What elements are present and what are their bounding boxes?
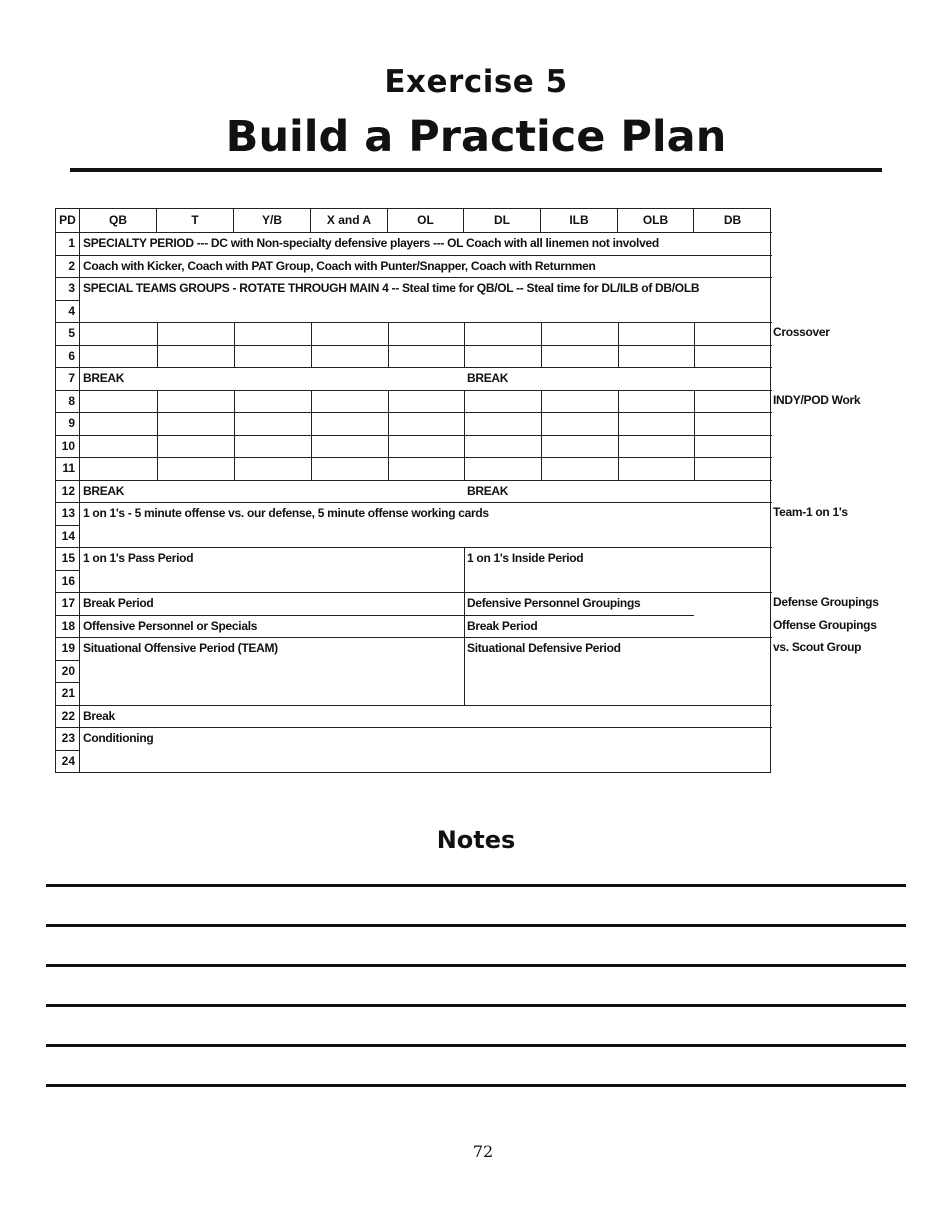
- row-number: 13: [56, 502, 80, 525]
- pd-rule: [56, 390, 80, 391]
- row-rule: [80, 435, 772, 436]
- row-number: 9: [56, 412, 80, 435]
- row-number: 14: [56, 525, 80, 548]
- offensive-personnel-text: Offensive Personnel or Specials: [83, 618, 258, 633]
- col-rule: [157, 322, 158, 367]
- row-rule: [80, 592, 772, 593]
- row-number: 5: [56, 322, 80, 345]
- break-defense: BREAK: [467, 371, 509, 385]
- title-rule: [70, 168, 882, 172]
- row-number: 11: [56, 457, 80, 480]
- col-rule: [464, 322, 465, 367]
- row-rule: [80, 345, 772, 346]
- team-label: Team-1 on 1's: [773, 505, 848, 519]
- pd-rule: [56, 592, 80, 593]
- defense-groupings-label: Defense Groupings: [773, 595, 879, 609]
- special-teams-text: SPECIAL TEAMS GROUPS - ROTATE THROUGH MAIN 4 -- Steal time for QB/OL -- Steal time for DL/ILB of DB/OLB: [83, 281, 700, 295]
- column-header: Y/B: [234, 209, 311, 232]
- row-number: 15: [56, 547, 80, 570]
- pd-rule: [56, 547, 80, 548]
- column-header: OLB: [618, 209, 694, 232]
- one-on-one-text: 1 on 1's - 5 minute offense vs. our defense, 5 minute offense working cards: [83, 506, 489, 520]
- indy-pod-label: INDY/POD Work: [773, 392, 861, 407]
- page-title: Build a Practice Plan: [225, 112, 727, 162]
- inside-period-text: 1 on 1's Inside Period: [467, 551, 584, 565]
- pd-rule: [56, 502, 80, 503]
- row-number: 7: [56, 367, 80, 390]
- split-rule: [464, 547, 465, 592]
- col-rule: [464, 390, 465, 480]
- column-header: X and A: [311, 209, 388, 232]
- row-number: 23: [56, 727, 80, 750]
- row-number: 22: [56, 705, 80, 728]
- exercise-label: Exercise 5: [384, 64, 568, 100]
- scout-group-label: vs. Scout Group: [773, 640, 862, 654]
- column-header: DB: [723, 213, 742, 227]
- note-line[interactable]: [46, 964, 906, 967]
- row-number: 16: [56, 570, 80, 593]
- conditioning-text: Conditioning: [83, 731, 154, 745]
- pd-rule: [56, 682, 80, 683]
- col-rule: [157, 390, 158, 480]
- row-rule: [80, 480, 772, 481]
- split-rule: [464, 592, 465, 705]
- pd-rule: [56, 705, 80, 706]
- note-line[interactable]: [46, 1084, 906, 1087]
- pd-rule: [56, 727, 80, 728]
- pd-rule: [56, 345, 80, 346]
- col-rule: [311, 390, 312, 480]
- pd-header: PD: [56, 209, 80, 232]
- pd-rule: [56, 412, 80, 413]
- col-rule: [311, 322, 312, 367]
- col-rule: [541, 390, 542, 480]
- row-rule: [80, 322, 772, 323]
- pd-rule: [56, 457, 80, 458]
- situational-defense-text: Situational Defensive Period: [467, 641, 621, 655]
- note-line[interactable]: [46, 924, 906, 927]
- crossover-label: Crossover: [773, 325, 830, 339]
- notes-title: Notes: [436, 826, 516, 854]
- break-text: Break: [83, 708, 115, 723]
- row-number: 3: [56, 277, 80, 300]
- row-number: 12: [56, 480, 80, 503]
- col-rule: [618, 322, 619, 367]
- note-line[interactable]: [46, 1004, 906, 1007]
- col-rule: [694, 390, 695, 480]
- col-rule: [694, 322, 695, 367]
- row-number: 8: [56, 390, 80, 413]
- row-number: 10: [56, 435, 80, 458]
- pd-rule: [56, 525, 80, 526]
- row-rule: [80, 457, 772, 458]
- row-rule: [80, 727, 772, 728]
- specialty-period-text: SPECIALTY PERIOD --- DC with Non-specialty defensive players --- OL Coach with all linemen not involved: [83, 236, 659, 250]
- pd-rule: [56, 300, 80, 301]
- row-number: 4: [56, 300, 80, 323]
- defensive-groupings-text: Defensive Personnel Groupings: [467, 596, 641, 610]
- col-rule: [618, 390, 619, 480]
- row-number: 6: [56, 345, 80, 368]
- column-header: ILB: [541, 209, 618, 232]
- col-rule: [234, 322, 235, 367]
- break-offense: BREAK: [83, 483, 125, 498]
- note-line[interactable]: [46, 884, 906, 887]
- break-period-offense: Break Period: [83, 596, 154, 610]
- column-header: T: [157, 209, 234, 232]
- row-rule: [80, 705, 772, 706]
- offense-groupings-label: Offense Groupings: [773, 617, 877, 632]
- row-rule: [80, 367, 772, 368]
- row-number: 24: [56, 750, 80, 773]
- pd-rule: [56, 750, 80, 751]
- pd-rule: [56, 480, 80, 481]
- note-line[interactable]: [46, 1044, 906, 1047]
- break-defense: BREAK: [467, 483, 509, 498]
- pd-rule: [56, 660, 80, 661]
- special-coaches-text: Coach with Kicker, Coach with PAT Group, Coach with Punter/Snapper, Coach with Returnmen: [83, 258, 596, 273]
- break-period-defense: Break Period: [467, 618, 538, 633]
- column-header: DL: [464, 209, 541, 232]
- col-rule: [234, 390, 235, 480]
- row-number: 19: [56, 637, 80, 660]
- practice-plan-table: [55, 208, 771, 773]
- pd-rule: [56, 322, 80, 323]
- pd-rule: [56, 255, 80, 256]
- row-number: 2: [56, 255, 80, 278]
- break-offense: BREAK: [83, 371, 125, 385]
- col-rule: [541, 322, 542, 367]
- pd-rule: [56, 637, 80, 638]
- column-header: QB: [80, 209, 157, 232]
- pd-rule: [56, 435, 80, 436]
- col-rule: [388, 390, 389, 480]
- row-number: 17: [56, 592, 80, 615]
- column-header: OL: [388, 209, 464, 232]
- pd-rule: [56, 570, 80, 571]
- row-rule: [80, 390, 772, 391]
- situational-offense-text: Situational Offensive Period (TEAM): [83, 641, 278, 655]
- pd-rule: [56, 615, 80, 616]
- page-number: 72: [472, 1142, 494, 1161]
- pd-rule: [56, 277, 80, 278]
- col-rule: [388, 322, 389, 367]
- row-number: 18: [56, 615, 80, 638]
- row-number: 1: [56, 232, 80, 255]
- pass-period-text: 1 on 1's Pass Period: [83, 551, 194, 565]
- row-number: 20: [56, 660, 80, 683]
- row-number: 21: [56, 682, 80, 705]
- row-rule: [80, 412, 772, 413]
- pd-rule: [56, 367, 80, 368]
